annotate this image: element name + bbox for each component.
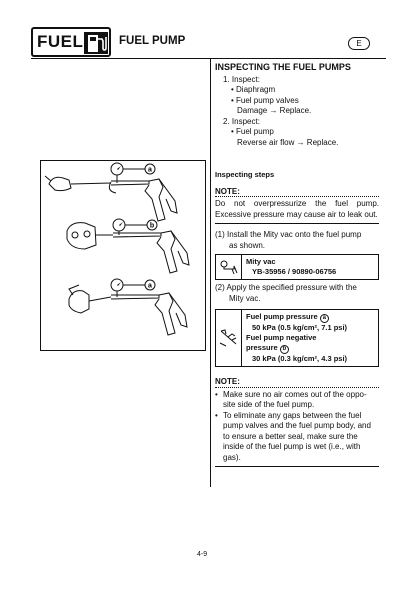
step-2: 2. Inspect: (223, 116, 260, 126)
chapter-tab (31, 27, 111, 57)
step-install-line1: (1) Install the Mity vac onto the fuel pump (215, 230, 362, 239)
column-divider (210, 59, 211, 487)
page-number: 4-9 (197, 551, 208, 558)
neg-pressure-label1: Fuel pump negative (246, 333, 317, 342)
note-1 (215, 187, 379, 221)
spec-box (215, 309, 379, 367)
note-2 (215, 377, 379, 463)
step-1: 1. Inspect: (223, 74, 260, 84)
ref-b-icon: b (280, 345, 289, 354)
language-badge: E (348, 37, 370, 50)
bullet-line: To eliminate any gaps between the fuel (223, 410, 362, 420)
tool-part-number: YB-35956 / 90890-06756 (252, 267, 337, 276)
note-2-bullet: • To eliminate any gaps between the fuel pump valves and the fuel pump body, and to ensure a better seal, make sure the inside of the fuel pump is wet (i.e., with gas). (215, 410, 371, 462)
mity-vac-tool-icon (216, 255, 242, 279)
step-1-item: • Fuel pump valves (231, 95, 299, 105)
callout-b (147, 220, 157, 230)
tool-box (215, 254, 379, 280)
steps-heading: Inspecting steps (215, 170, 275, 179)
caliper-spec-icon (216, 310, 242, 366)
fuel-pump-icon (83, 31, 109, 55)
step-install-line2: as shown. (229, 240, 266, 250)
tool-text (242, 255, 340, 279)
step-install (215, 230, 379, 251)
bullet-line: inside of the fuel pump is wet (i.e., with (223, 442, 361, 451)
header-rule (31, 58, 386, 59)
svg-text:a: a (148, 166, 152, 174)
step-apply-line1: (2) Apply the specified pressure with the (215, 283, 357, 292)
callout-a-bottom (145, 280, 155, 290)
note-1-label: NOTE: (215, 186, 240, 196)
inspecting-title: INSPECTING THE FUEL PUMPS (215, 62, 351, 72)
mity-vac-illustration (40, 160, 206, 351)
ref-a-icon: a (320, 314, 329, 323)
svg-text:b: b (149, 222, 155, 230)
illustration-drawing (41, 161, 205, 350)
callout-a-top (145, 164, 155, 174)
step-1-item: • Diaphragm (231, 85, 276, 94)
step-2-item: • Fuel pump (231, 127, 274, 136)
page-header (31, 27, 386, 59)
spec-text (242, 310, 351, 366)
neg-pressure-value: 30 kPa (0.3 kg/cm², 4.3 psi) (252, 354, 348, 363)
section-title: FUEL PUMP (119, 35, 186, 47)
svg-text:a: a (148, 282, 152, 290)
step-1-action: Damage → Replace. (237, 106, 312, 115)
bullet-line: to ensure a better seal, make sure the (223, 431, 358, 441)
divider (215, 466, 379, 467)
note-1-text: Do not overpressurize the fuel pump. Excessive pressure may cause air to leak out. (215, 199, 379, 219)
bullet-line: Make sure no air comes out of the oppo- (223, 389, 367, 399)
chapter-label: FUEL (37, 32, 84, 51)
divider (215, 223, 379, 224)
right-column (215, 62, 379, 470)
neg-pressure-label2: pressure b (246, 343, 347, 354)
tool-name: Mity vac (246, 257, 276, 266)
step-2-action: Reverse air flow → Replace. (237, 137, 339, 147)
bullet-line: gas). (223, 452, 241, 462)
step-apply-line2: Mity vac. (229, 293, 261, 303)
pressure-label: Fuel pump pressure a (246, 312, 347, 323)
bullet-line: pump valves and the fuel pump body, and (223, 421, 371, 430)
note-2-bullet: • Make sure no air comes out of the oppo- site side of the fuel pump. (215, 389, 367, 409)
bullet-line: site side of the fuel pump. (223, 400, 315, 409)
pressure-value: 50 kPa (0.5 kg/cm², 7.1 psi) (252, 323, 348, 332)
note-2-label: NOTE: (215, 377, 240, 386)
step-apply (215, 283, 379, 304)
